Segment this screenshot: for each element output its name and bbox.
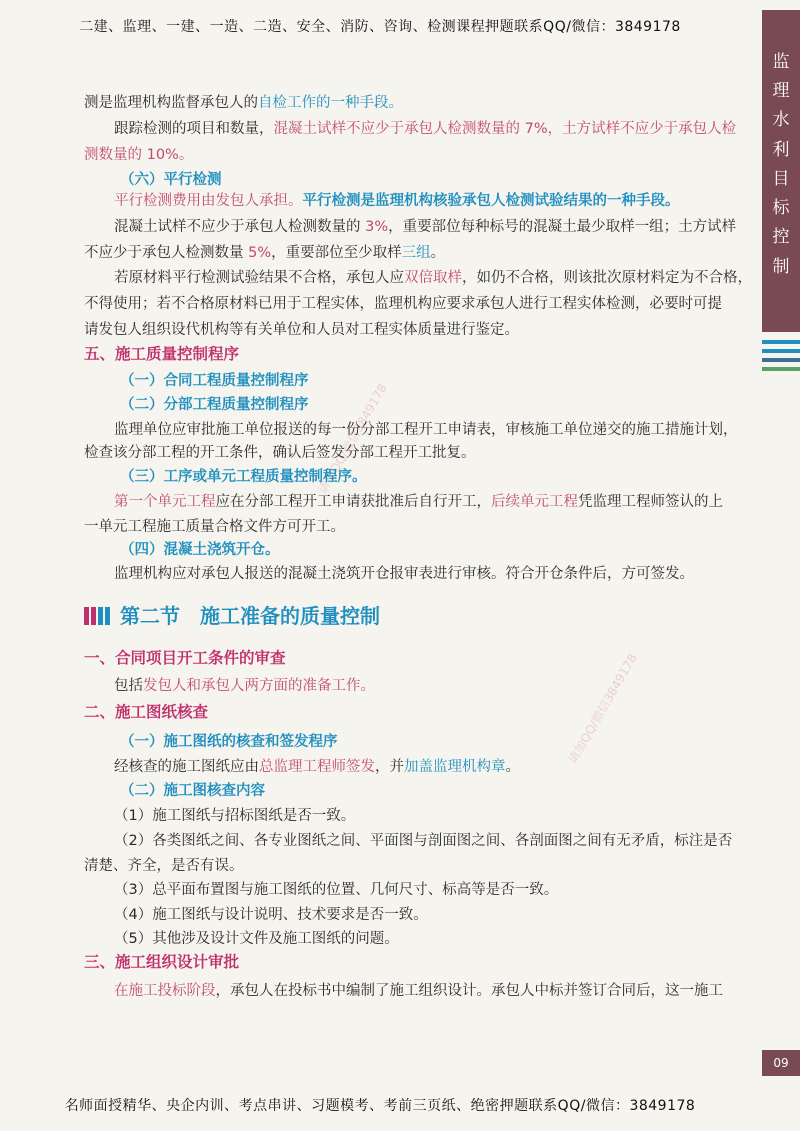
side-stripes [762, 340, 800, 376]
heading-five: 五、施工质量控制程序 [84, 345, 240, 363]
highlight: 三组 [401, 245, 431, 261]
list-item: （2）各类图纸之间、各专业图纸之间、平面图与剖面图之间、各剖面图之间有无矛盾，标注是否 [114, 833, 733, 849]
heading: 三、施工组织设计审批 [84, 953, 240, 971]
text: 包括 [114, 678, 143, 694]
highlight: 在施工投标阶段 [114, 983, 216, 999]
text: ，重要部位至少取样 [271, 245, 402, 261]
list-item: （1）施工图纸与招标图纸是否一致。 [114, 808, 356, 824]
section-title [84, 600, 380, 630]
section-title-text: 第二节 施工准备的质量控制 [120, 604, 380, 628]
text: 。 [430, 245, 446, 261]
highlight: 第一个单元工程 [114, 494, 216, 510]
highlight: 自检工作的一种手段。 [258, 95, 403, 111]
side-title-char: 水 [772, 110, 790, 131]
paragraph [84, 93, 403, 113]
text: 测是监理机构监督承包人的 [84, 95, 258, 111]
text: ，并 [375, 759, 404, 775]
side-title [762, 48, 800, 282]
paragraph [114, 981, 723, 1001]
text: 混凝土试样不应少于承包人检测数量的 [114, 219, 366, 235]
subheading: （三）工序或单元工程质量控制程序。 [120, 469, 367, 485]
paragraph: 监理单位应审批施工单位报送的每一份分部工程开工申请表，审核施工单位递交的施工措施计划， [114, 422, 738, 438]
stripe [762, 340, 800, 344]
subheading: （一）施工图纸的核查和签发程序 [120, 734, 338, 750]
paragraph [114, 217, 736, 237]
paragraph [114, 119, 736, 139]
text: 。 [505, 759, 520, 775]
highlight: 3% [365, 219, 389, 235]
watermark: 请加QQ/微信3849178 [315, 381, 390, 497]
text: 跟踪检测的项目和数量， [114, 121, 274, 137]
text: 若原材料平行检测试验结果不合格，承包人应 [114, 270, 404, 286]
highlight: 发包人和承包人两方面的准备工作。 [143, 678, 375, 694]
paragraph-cont: 一单元工程施工质量合格文件方可开工。 [84, 519, 345, 535]
subheading: （二）分部工程质量控制程序 [120, 397, 309, 413]
list-item: （4）施工图纸与设计说明、技术要求是否一致。 [114, 907, 428, 923]
page-number: 09 [762, 1050, 800, 1076]
page-footer: 名师面授精华、央企内训、考点串讲、习题模考、考前三页纸、绝密押题联系QQ/微信：3849178 [64, 1098, 696, 1114]
page-header: 二建、监理、一建、一造、二造、安全、消防、咨询、检测课程押题联系QQ/微信：3849178 [79, 19, 681, 35]
side-title-char: 控 [772, 227, 790, 248]
subheading: （二）施工图核查内容 [120, 783, 265, 799]
highlight: 平行检测是监理机构核验承包人检测试验结果的一种手段。 [302, 193, 680, 209]
paragraph-cont [84, 243, 445, 263]
highlight: 平行检测费用由发包人承担。 [114, 193, 303, 209]
list-item: （3）总平面布置图与施工图纸的位置、几何尺寸、标高等是否一致。 [114, 882, 559, 898]
stripe [762, 358, 800, 362]
bars-icon [84, 606, 112, 630]
text: ，承包人在投标书中编制了施工组织设计。承包人中标并签订合同后，这一施工 [215, 983, 723, 999]
side-title-char: 监 [772, 52, 790, 72]
side-title-char: 理 [772, 81, 790, 102]
paragraph-cont: 不得使用；若不合格原材料已用于工程实体，监理机构应要求承包人进行工程实体检测，必要时可提 [84, 296, 722, 312]
highlight: 加盖监理机构章 [404, 759, 506, 775]
paragraph [114, 191, 680, 211]
list-item: （5）其他涉及设计文件及施工图纸的问题。 [114, 931, 399, 947]
side-title-char: 制 [772, 256, 790, 277]
paragraph-cont: 测数量的 10%。 [84, 147, 194, 163]
paragraph [114, 492, 723, 512]
watermark: 请加QQ/微信3849178 [565, 651, 640, 767]
highlight: 5% [248, 245, 272, 261]
subheading: （四）混凝土浇筑开仓。 [120, 542, 280, 558]
text: 经核查的施工图纸应由 [114, 759, 259, 775]
paragraph [114, 268, 752, 288]
highlight: 总监理工程师签发 [259, 759, 375, 775]
heading: 一、合同项目开工条件的审查 [84, 649, 286, 667]
text: ，重要部位每种标号的混凝土最少取样一组；土方试样 [388, 219, 737, 235]
stripe [762, 367, 800, 371]
text: ，如仍不合格，则该批次原材料定为不合格， [462, 270, 752, 286]
paragraph: 监理机构应对承包人报送的混凝土浇筑开仓报审表进行审核。符合开仓条件后，方可签发。 [114, 566, 694, 582]
paragraph-cont: 检查该分部工程的开工条件，确认后签发分部工程开工批复。 [84, 445, 476, 461]
paragraph-cont: 请发包人组织设代机构等有关单位和人员对工程实体质量进行鉴定。 [84, 322, 519, 338]
highlight: 混凝土试样不应少于承包人检测数量的 7%，土方试样不应少于承包人检 [273, 121, 737, 137]
side-tab [762, 10, 800, 332]
highlight: 双倍取样 [404, 270, 462, 286]
heading: 二、施工图纸核查 [84, 703, 209, 721]
list-item-cont: 清楚、齐全，是否有误。 [84, 858, 244, 874]
text: 应在分部工程开工申请获批准后自行开工， [215, 494, 491, 510]
subheading: （一）合同工程质量控制程序 [120, 373, 309, 389]
subheading-parallel-test: （六）平行检测 [120, 172, 222, 188]
side-title-char: 目 [772, 168, 790, 189]
text: 凭监理工程师签认的上 [578, 494, 723, 510]
highlight: 后续单元工程 [491, 494, 578, 510]
paragraph [114, 757, 520, 777]
text: 不应少于承包人检测数量 [84, 245, 249, 261]
side-title-char: 利 [772, 139, 790, 160]
stripe [762, 349, 800, 353]
side-title-char: 标 [772, 198, 790, 219]
paragraph [114, 676, 375, 696]
